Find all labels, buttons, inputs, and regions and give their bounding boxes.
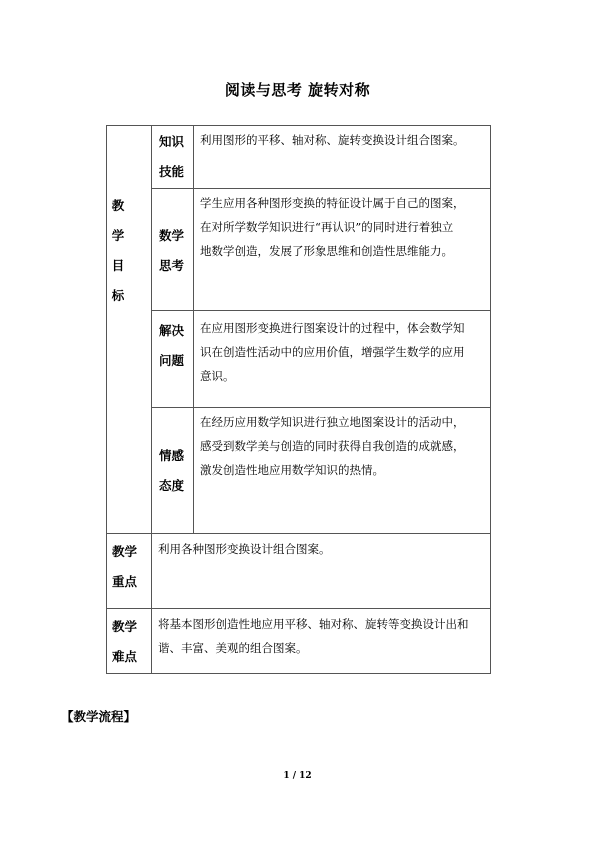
math-thinking-label: 数学 思考 [159, 228, 185, 273]
page-number: 1 / 12 [283, 771, 312, 781]
problem-solving-text: 在应用图形变换进行图案设计的过程中，体会数学知 识在创造性活动中的应用价值，增强学生数学的应用 意识。 [200, 321, 465, 383]
math-thinking-text: 学生应用各种图形变换的特征设计属于自己的图案， 在对所学数学知识进行“再认识”的同时进行着独立 地数学创造，发展了形象思维和创造性思维能力。 [200, 196, 465, 258]
knowledge-skills-label: 知识 技能 [159, 134, 185, 179]
objectives-label: 教 学 目 标 [111, 198, 125, 303]
page-title: 阅读与思考 旋转对称 [224, 81, 371, 99]
emotion-attitude-label: 情感 态度 [159, 448, 185, 493]
key-points-label: 教学 重点 [112, 544, 138, 589]
teaching-flow-heading: 【教学流程】 [61, 709, 137, 724]
knowledge-skills-text: 利用图形的平移、轴对称、旋转变换设计组合图案。 [200, 133, 465, 147]
key-points-text: 利用各种图形变换设计组合图案。 [158, 542, 331, 556]
emotion-attitude-text: 在经历应用数学知识进行独立地图案设计的活动中， 感受到数学美与创造的同时获得自我创造的成就感， 激发创造性地应用数学知识的热情。 [200, 415, 465, 477]
difficulties-label: 教学 难点 [112, 619, 138, 664]
problem-solving-label: 解决 问题 [159, 323, 185, 368]
difficulties-text: 将基本图形创造性地应用平移、轴对称、旋转等变换设计出和 谐、丰富、美观的组合图案。 [158, 617, 469, 655]
